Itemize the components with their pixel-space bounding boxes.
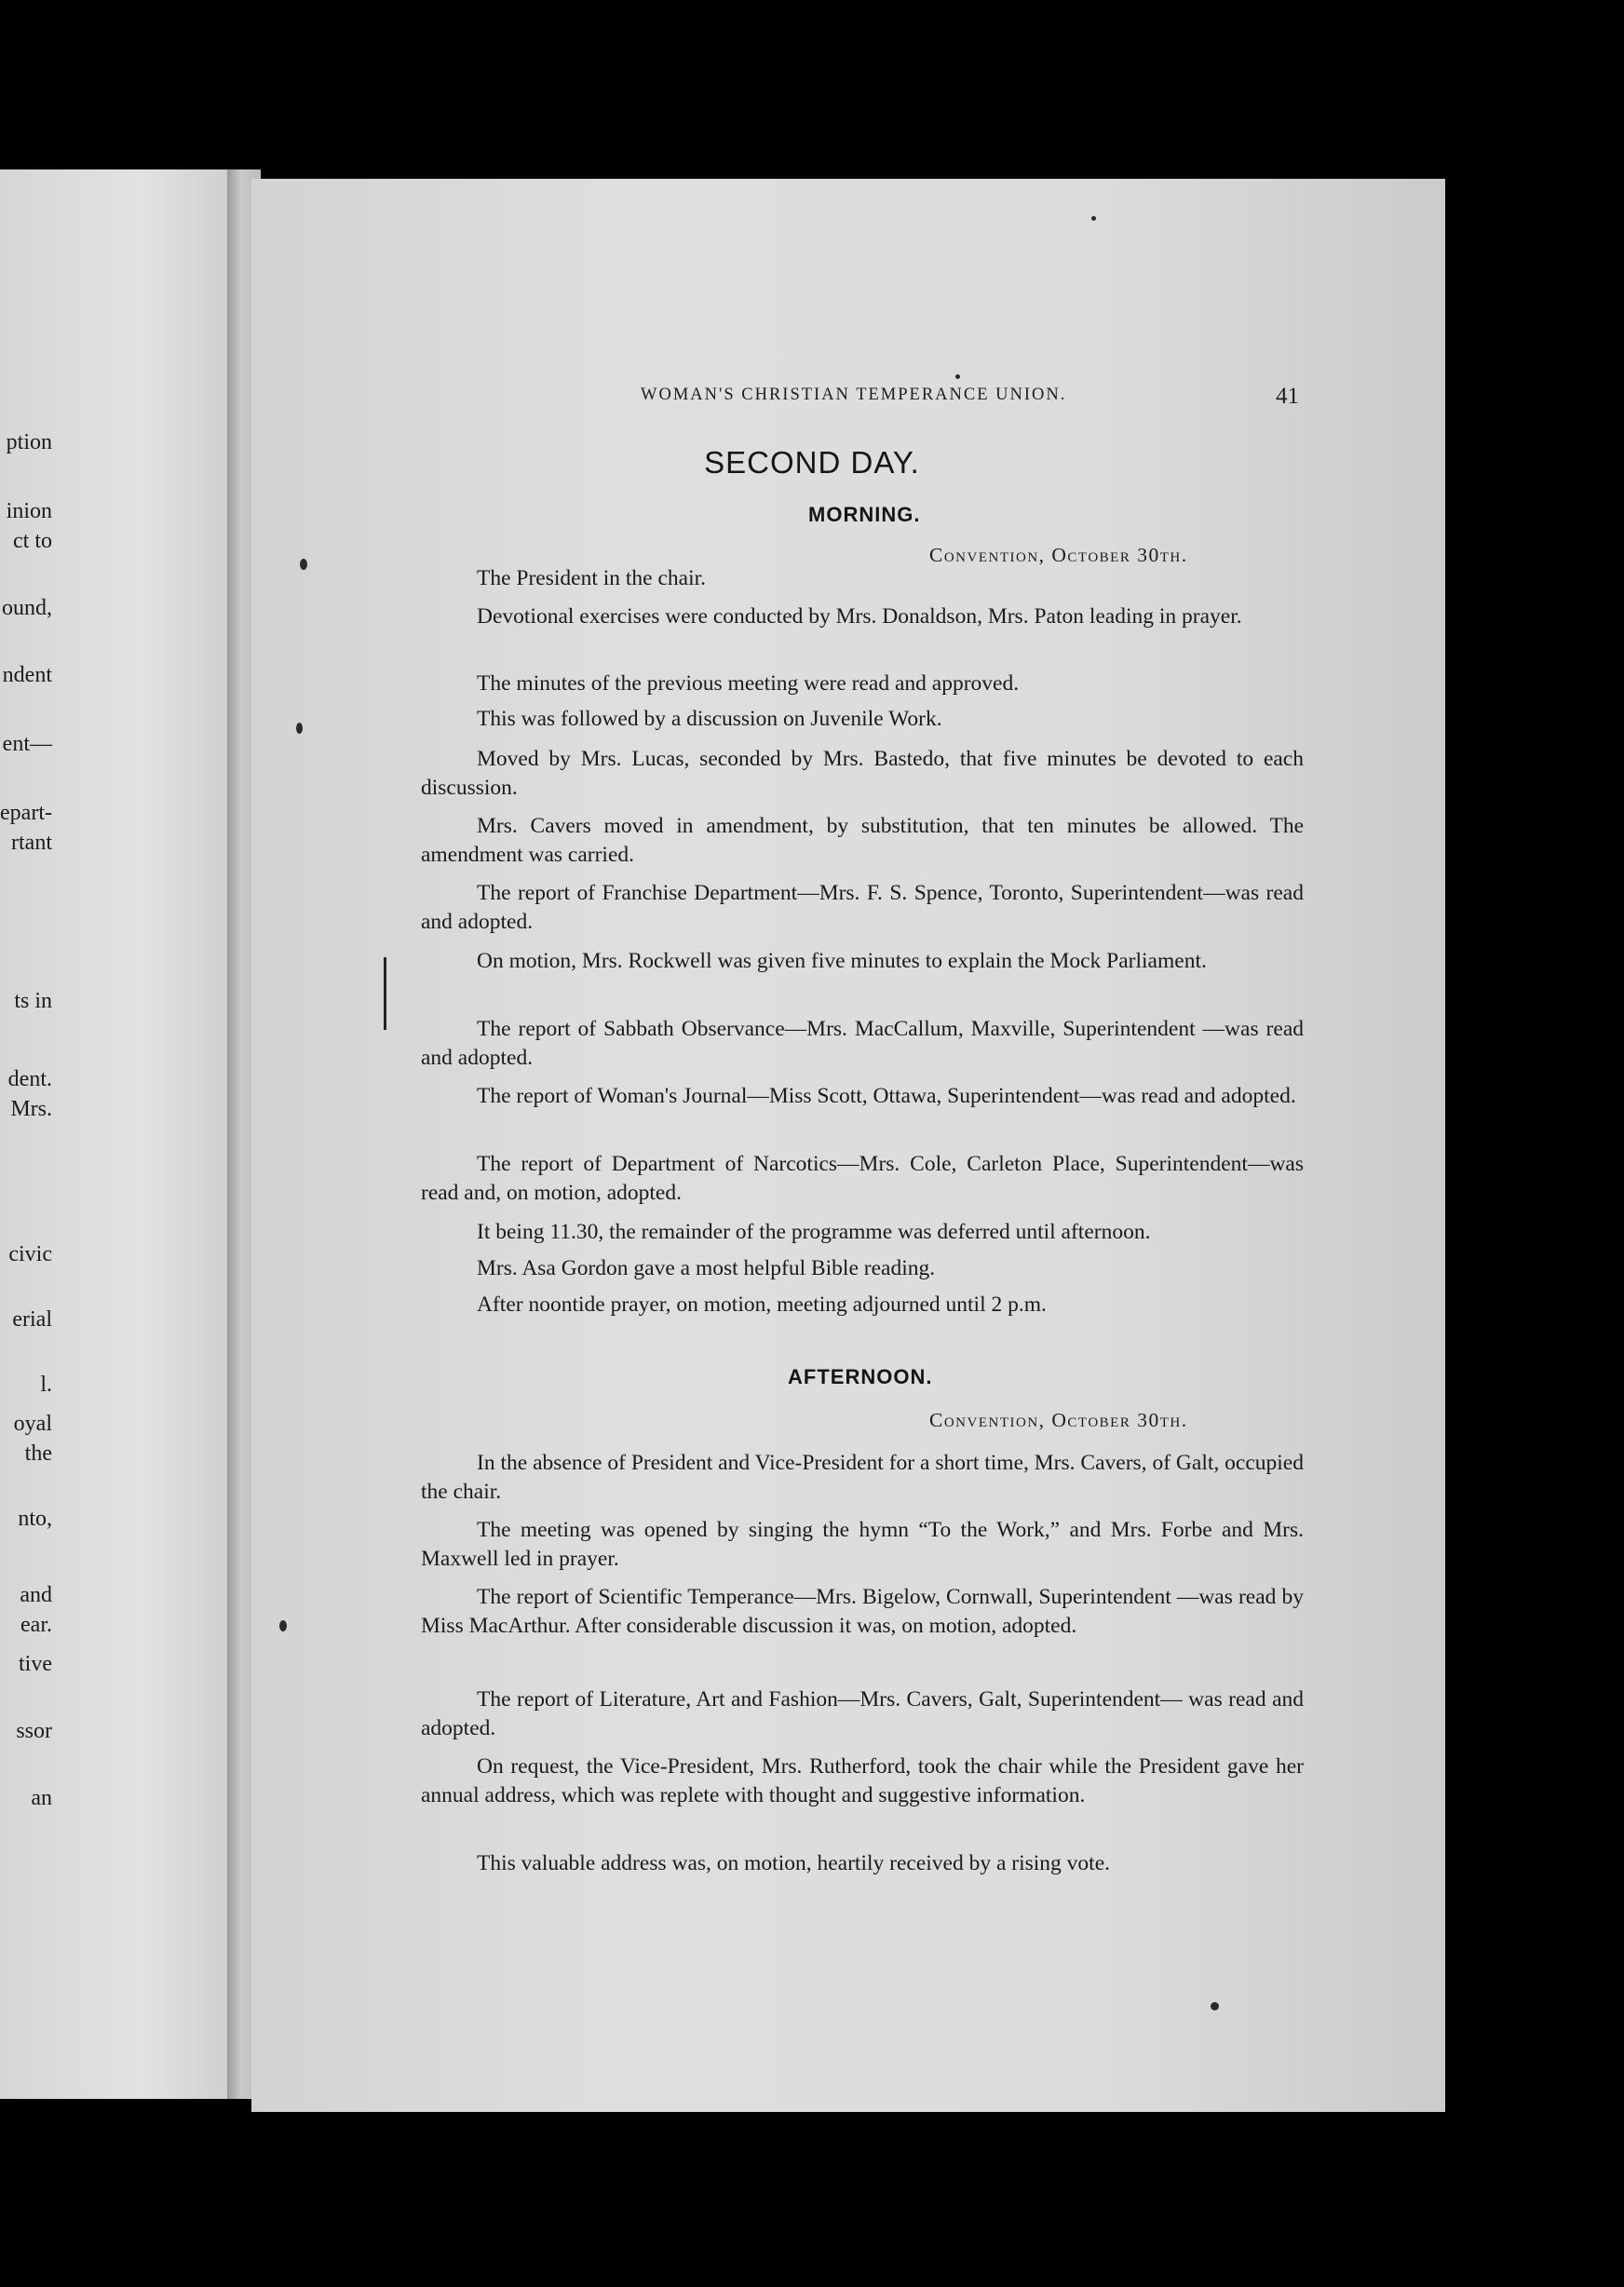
morning-para: The report of Sabbath Observance—Mrs. MacCallum, Maxville, Superintendent —was read and adopted. [421,1017,1304,1070]
afternoon-dateline: Convention, October 30th. [929,1409,1188,1431]
facing-page-fragment: inion [6,499,52,523]
morning-para: The report of Department of Narcotics—Mrs. Cole, Carleton Place, Superintendent—was read and, on motion, adopted. [421,1152,1304,1205]
facing-page-fragment: rtant [11,831,52,855]
facing-page-fragment: ear. [20,1613,52,1637]
ink-speck [296,723,303,734]
facing-page-fragment: an [31,1786,52,1810]
margin-pencil-mark [384,957,386,1030]
afternoon-para: The report of Scientific Temperance—Mrs. Bigelow, Cornwall, Superintendent —was read by Miss MacArthur. After considerable discussion it was, on motion, adopted. [421,1585,1304,1638]
afternoon-para: In the absence of President and Vice-President for a short time, Mrs. Cavers, of Galt, occupied the chair. [421,1451,1304,1504]
facing-page-fragment: ndent [2,663,52,687]
afternoon-heading: AFTERNOON. [788,1365,933,1388]
ink-speck [279,1620,287,1631]
facing-page-fragment: and [20,1583,52,1607]
morning-para: The report of Woman's Journal—Miss Scott, Ottawa, Superintendent—was read and adopted. [477,1084,1296,1108]
ink-speck [300,559,307,570]
facing-page-fragment: l. [40,1373,52,1397]
afternoon-para: The meeting was opened by singing the hymn “To the Work,” and Mrs. Forbe and Mrs. Maxwell led in prayer. [421,1518,1304,1571]
morning-heading: MORNING. [808,503,921,526]
facing-page-fragment: epart- [0,801,52,825]
afternoon-para: This valuable address was, on motion, heartily received by a rising vote. [477,1851,1111,1875]
ink-speck [1211,2002,1219,2010]
morning-para: Moved by Mrs. Lucas, seconded by Mrs. Bastedo, that five minutes be devoted to each discussion. [421,747,1304,800]
morning-para: On motion, Mrs. Rockwell was given five minutes to explain the Mock Parliament. [477,949,1207,973]
facing-page-fragment: Mrs. [10,1097,52,1121]
morning-para: Mrs. Asa Gordon gave a most helpful Bible reading. [477,1256,936,1280]
facing-page-fragment: oyal [13,1412,52,1436]
morning-para: It being 11.30, the remainder of the programme was deferred until afternoon. [477,1220,1151,1244]
facing-page-fragment: ent— [2,732,52,756]
facing-page-fragment: erial [12,1307,52,1332]
morning-para: Devotional exercises were conducted by Mrs. Donaldson, Mrs. Paton leading in prayer. [477,604,1242,629]
page-title: SECOND DAY. [704,445,920,480]
morning-para: After noontide prayer, on motion, meeting adjourned until 2 p.m. [477,1292,1047,1317]
afternoon-para: The report of Literature, Art and Fashion—Mrs. Cavers, Galt, Superintendent— was read and adopted. [421,1687,1304,1740]
facing-page-fragment: civic [8,1242,52,1266]
morning-dateline: Convention, October 30th. [929,544,1188,566]
facing-page-fragment: ts in [14,989,52,1013]
facing-page-fragment: ound, [2,596,52,620]
facing-page-fragment: nto, [18,1507,52,1531]
facing-page-fragment: tive [19,1652,52,1676]
ink-speck [1091,216,1096,221]
morning-para: The President in the chair. [477,566,707,590]
running-header: WOMAN'S CHRISTIAN TEMPERANCE UNION. [641,386,1067,404]
facing-page-fragment: the [24,1441,52,1466]
facing-page-fragment: dent. [7,1067,52,1091]
facing-page-fragment: ption [6,430,52,454]
morning-para: This was followed by a discussion on Juvenile Work. [477,707,942,731]
morning-para: Mrs. Cavers moved in amendment, by substitution, that ten minutes be allowed. The amendment was carried. [421,814,1304,867]
facing-page-fragment: ct to [13,529,52,553]
morning-para: The minutes of the previous meeting were read and approved. [477,671,1020,696]
page-number: 41 [1276,384,1299,409]
afternoon-para: On request, the Vice-President, Mrs. Rutherford, took the chair while the President gave her annual address, which was replete with thought and suggestive information. [421,1754,1304,1807]
morning-para: The report of Franchise Department—Mrs. F. S. Spence, Toronto, Superintendent—was read and adopted. [421,881,1304,934]
facing-page-fragment: ssor [16,1719,52,1743]
ink-speck [955,374,960,379]
